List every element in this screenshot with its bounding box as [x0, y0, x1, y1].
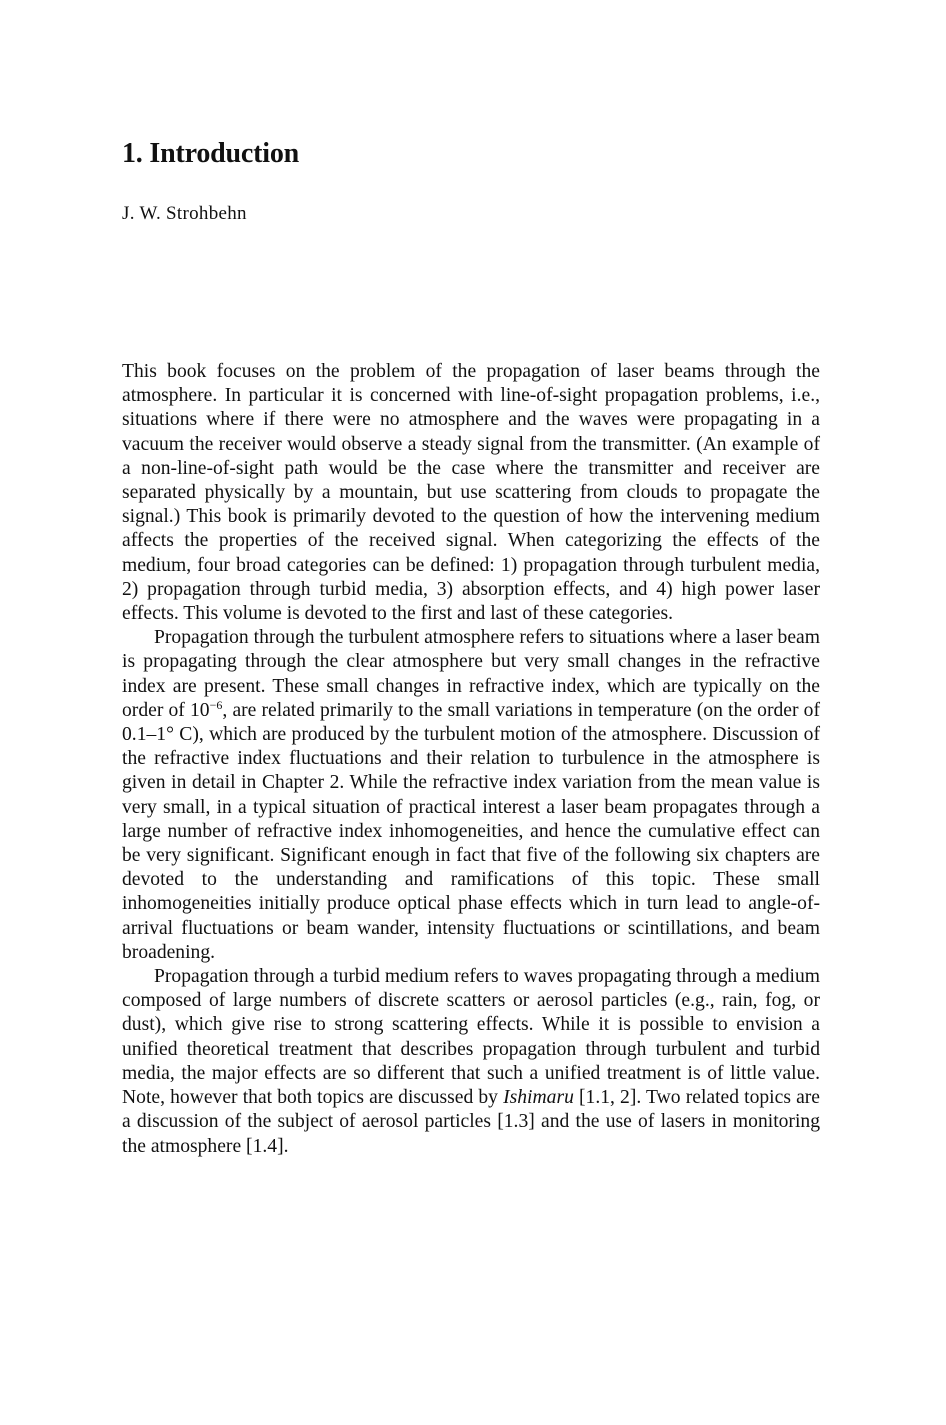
exponent: −6 [209, 697, 223, 712]
paragraph-2-text-a: Propagation through the turbulent atmosphere refers to situations where a laser beam is propagating through the clear atmosphere but very small changes in the refractive index are present. These small changes in refractive index, which are typically on the order of 10 [122, 627, 820, 721]
author-name: J. W. Strohbehn [122, 203, 247, 224]
paragraph-3-text-b: [1.1, 2]. Two related topics are a discussion of the subject of aerosol particles [1.3] and the use of lasers in monitoring the atmosphere [1.4]. [122, 1087, 820, 1157]
paragraph-2 [122, 626, 820, 965]
chapter-body [122, 360, 820, 1159]
chapter-title: Introduction [149, 138, 299, 169]
paragraph-3-text-a: Propagation through a turbid medium refers to waves propagating through a medium composed of large numbers of discrete scatters or aerosol particles (e.g., rain, fog, or dust), which give rise to strong scattering effects. While it is possible to envision a unified theoretical treatment that describes propagation through turbulent and turbid media, the major effects are so different that such a unified treatment is of little value. Note, however that both topics are discussed by [122, 966, 820, 1109]
paragraph-2-text-b: , are related primarily to the small variations in temperature (on the order of 0.1–1° C), which are produced by the turbulent motion of the atmosphere. Discussion of the refractive index fluctuations and their relation to turbulence in the atmosphere is given in detail in Chapter 2. While the refractive index variation from the mean value is very small, in a typical situation of practical interest a laser beam propagates through a large number of refractive index inhomogeneities, and hence the cumulative effect can be very significant. Significant enough in fact that five of the following six chapters are devoted to the understanding and ramifications of this topic. These small inhomogeneities initially produce optical phase effects which in turn lead to angle-of-arrival fluctuations or beam wander, intensity fluctuations or scintillations, and beam broadening. [122, 699, 820, 963]
cited-author: Ishimaru [503, 1087, 574, 1109]
chapter-number: 1. [122, 138, 143, 169]
paragraph-1: This book focuses on the problem of the propagation of laser beams through the atmosphere. In particular it is concerned with line-of-sight propagation problems, i.e., situations where if there were no atmosphere and the waves were propagating in a vacuum the receiver would observe a steady signal from the transmitter. (An example of a non-line-of-sight path would be the case where the transmitter and receiver are separated physically by a mountain, but use scattering from clouds to propagate the signal.) This book is primarily devoted to the question of how the intervening medium affects the properties of the received signal. When categorizing the effects of the medium, four broad categories can be defined: 1) propagation through turbulent media, 2) propagation through turbid media, 3) absorption effects, and 4) high power laser effects. This volume is devoted to the first and last of these categories. [122, 361, 820, 625]
paragraph-3 [122, 965, 820, 1159]
chapter-heading [122, 138, 299, 170]
